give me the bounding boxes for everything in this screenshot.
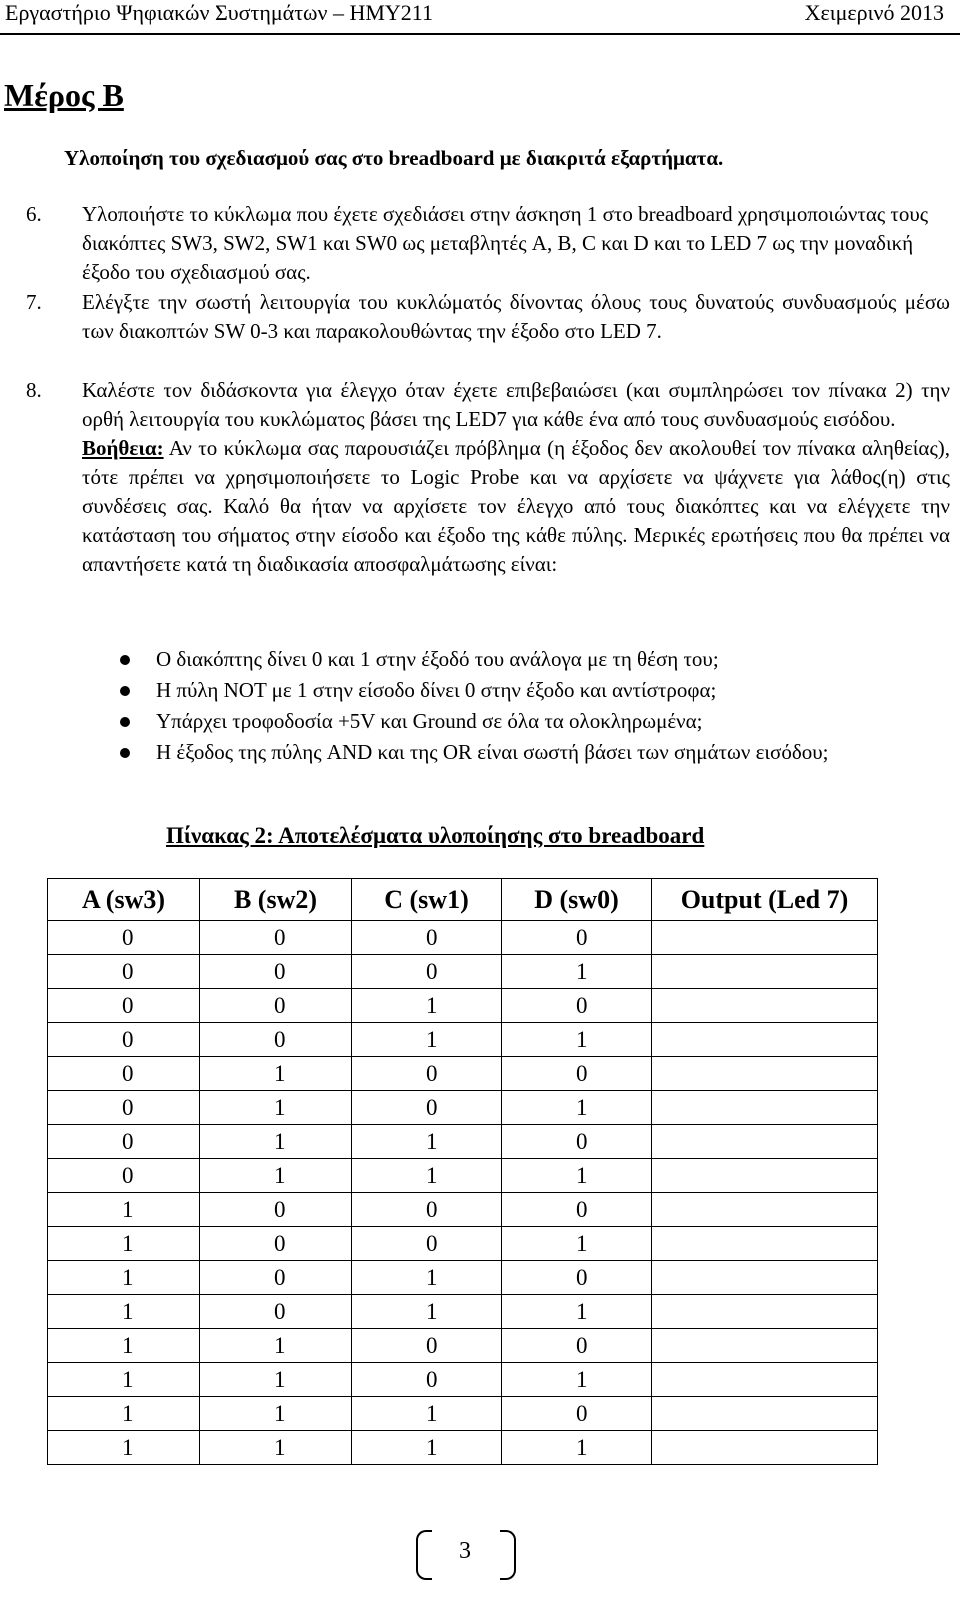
output-cell[interactable] (652, 1397, 878, 1431)
table-cell: 1 (48, 1295, 200, 1329)
item-8-help (82, 434, 950, 579)
table-row (48, 1329, 878, 1363)
table-row (48, 1363, 878, 1397)
header-b-sw2: B (sw2) (200, 879, 352, 921)
table-row (48, 955, 878, 989)
output-cell[interactable] (652, 1261, 878, 1295)
item-number-8: 8. (26, 378, 42, 402)
output-cell[interactable] (652, 1227, 878, 1261)
table-cell: 1 (200, 1431, 352, 1465)
table-cell: 1 (502, 1159, 652, 1193)
table-cell: 0 (352, 1363, 502, 1397)
output-cell[interactable] (652, 1159, 878, 1193)
header-output-led7: Output (Led 7) (652, 879, 878, 921)
output-cell[interactable] (652, 1363, 878, 1397)
table-cell: 1 (48, 1261, 200, 1295)
table-row (48, 1159, 878, 1193)
bullet-icon (120, 686, 130, 696)
table-cell: 1 (200, 1159, 352, 1193)
table-header-row (48, 879, 878, 921)
truth-table (47, 878, 878, 1465)
item-7-text: Ελέγξτε την σωστή λειτουργία του κυκλώματός δίνοντας όλους τους δυνατούς συνδυασμούς μέσω των διακοπτών SW 0-3 και παρακολουθώντας την έξοδο στο LED 7. (82, 290, 950, 343)
truth-table-body (48, 921, 878, 1465)
table-cell: 0 (502, 1329, 652, 1363)
table-cell: 0 (48, 1125, 200, 1159)
output-cell[interactable] (652, 1091, 878, 1125)
table-row (48, 1261, 878, 1295)
table-caption: Πίνακας 2: Αποτελέσματα υλοποίησης στο breadboard (166, 823, 705, 848)
bullet-icon (120, 748, 130, 758)
table-cell: 0 (200, 1023, 352, 1057)
list-item: Η πύλη NOT με 1 στην είσοδο δίνει 0 στην έξοδο και αντίστροφα; (82, 675, 950, 706)
table-cell: 1 (502, 1023, 652, 1057)
table-row (48, 1125, 878, 1159)
header-a-sw3: A (sw3) (48, 879, 200, 921)
header-semester: Χειμερινό 2013 (804, 0, 944, 25)
table-cell: 1 (502, 1431, 652, 1465)
table-cell: 1 (352, 1159, 502, 1193)
table-cell: 0 (352, 921, 502, 955)
table-cell: 0 (200, 955, 352, 989)
table-row (48, 1193, 878, 1227)
item-8 (82, 376, 950, 579)
table-row (48, 1397, 878, 1431)
output-cell[interactable] (652, 1023, 878, 1057)
item-8-text: Καλέστε τον διδάσκοντα για έλεγχο όταν έχετε επιβεβαιώσει (και συμπληρώσει τον πίνακα 2) την ορθή λειτουργία του κυκλώματος βάσει της LED7 για κάθε ένα από τους συνδυασμούς εισόδου. (82, 378, 950, 431)
header-divider (0, 33, 960, 35)
help-text: Αν το κύκλωμα σας παρουσιάζει πρόβλημα (η έξοδος δεν ακολουθεί τον πίνακα αληθείας), τότε πρέπει να χρησιμοποιήσετε το Logic Probe και να αρχίσετε να ψάχνετε για λάθος(η) στις συνδέσεις σας. Καλό θα ήταν να αρχίσετε τον έλεγχο από τους διακόπτες και να ελέγχετε την κατάσταση του σήματος στην είσοδο και έξοδο της κάθε πύλης. Μερικές ερωτήσεις που θα πρέπει να απαντήσετε κατά τη διαδικασία αποσφαλμάτωσης είναι: (82, 436, 950, 576)
table-cell: 0 (502, 1397, 652, 1431)
right-brace-icon (500, 1530, 516, 1580)
table-cell: 1 (200, 1363, 352, 1397)
table-cell: 0 (48, 1091, 200, 1125)
table-cell: 1 (502, 955, 652, 989)
table-cell: 0 (200, 1193, 352, 1227)
table-cell: 0 (352, 1057, 502, 1091)
output-cell[interactable] (652, 1295, 878, 1329)
table-cell: 0 (352, 955, 502, 989)
table-row (48, 1057, 878, 1091)
list-item: Ο διακόπτης δίνει 0 και 1 στην έξοδό του ανάλογα με τη θέση του; (82, 644, 950, 675)
table-row (48, 1295, 878, 1329)
table-cell: 1 (48, 1397, 200, 1431)
table-cell: 0 (200, 989, 352, 1023)
table-row (48, 1227, 878, 1261)
table-cell: 0 (502, 1193, 652, 1227)
item-6 (82, 200, 950, 287)
table-cell: 0 (502, 921, 652, 955)
table-cell: 0 (352, 1227, 502, 1261)
table-cell: 1 (352, 1023, 502, 1057)
output-cell[interactable] (652, 921, 878, 955)
help-label: Βοήθεια: (82, 436, 164, 460)
table-cell: 0 (502, 989, 652, 1023)
table-cell: 1 (48, 1363, 200, 1397)
table-cell: 1 (352, 1261, 502, 1295)
table-cell: 0 (48, 989, 200, 1023)
section-subtitle: Υλοποίηση του σχεδιασμού σας στο breadboard με διακριτά εξαρτήματα. (64, 146, 724, 170)
table-cell: 0 (352, 1329, 502, 1363)
table-row (48, 1023, 878, 1057)
table-row (48, 989, 878, 1023)
output-cell[interactable] (652, 1329, 878, 1363)
table-cell: 1 (352, 1431, 502, 1465)
table-cell: 0 (502, 1261, 652, 1295)
table-cell: 0 (200, 1227, 352, 1261)
table-cell: 1 (48, 1193, 200, 1227)
table-cell: 1 (352, 989, 502, 1023)
section-title: Μέρος Β (4, 77, 124, 113)
table-cell: 1 (200, 1091, 352, 1125)
table-cell: 1 (502, 1295, 652, 1329)
table-row (48, 921, 878, 955)
table-cell: 1 (48, 1227, 200, 1261)
table-cell: 0 (48, 1057, 200, 1091)
output-cell[interactable] (652, 989, 878, 1023)
table-cell: 1 (502, 1227, 652, 1261)
output-cell[interactable] (652, 1125, 878, 1159)
page-footer (0, 1526, 960, 1586)
bullet-icon (120, 717, 130, 727)
debug-questions-list (82, 644, 950, 768)
table-cell: 1 (502, 1091, 652, 1125)
header-c-sw1: C (sw1) (352, 879, 502, 921)
header-course-title: Εργαστήριο Ψηφιακών Συστημάτων – ΗΜΥ211 (5, 0, 433, 25)
item-number-6: 6. (26, 202, 42, 226)
table-cell: 0 (48, 1023, 200, 1057)
table-cell: 1 (200, 1397, 352, 1431)
table-cell: 1 (48, 1431, 200, 1465)
table-cell: 1 (48, 1329, 200, 1363)
table-cell: 1 (200, 1125, 352, 1159)
list-item: Η έξοδος της πύλης AND και της OR είναι σωστή βάσει των σημάτων εισόδου; (82, 737, 950, 768)
table-cell: 0 (200, 1261, 352, 1295)
table-cell: 0 (502, 1057, 652, 1091)
table-cell: 0 (352, 1091, 502, 1125)
table-row (48, 1431, 878, 1465)
output-cell[interactable] (652, 1431, 878, 1465)
bullet-icon (120, 655, 130, 665)
table-cell: 1 (200, 1057, 352, 1091)
output-cell[interactable] (652, 1057, 878, 1091)
table-cell: 0 (48, 1159, 200, 1193)
output-cell[interactable] (652, 955, 878, 989)
header-d-sw0: D (sw0) (502, 879, 652, 921)
table-cell: 1 (352, 1397, 502, 1431)
table-cell: 1 (352, 1295, 502, 1329)
page-number: 3 (459, 1538, 471, 1564)
table-cell: 1 (352, 1125, 502, 1159)
table-cell: 0 (200, 1295, 352, 1329)
table-cell: 0 (502, 1125, 652, 1159)
list-item: Υπάρχει τροφοδοσία +5V και Ground σε όλα τα ολοκληρωμένα; (82, 706, 950, 737)
table-cell: 1 (502, 1363, 652, 1397)
item-6-text: Υλοποιήστε το κύκλωμα που έχετε σχεδιάσει στην άσκηση 1 στο breadboard χρησιμοποιώντας τους διακόπτες SW3, SW2, SW1 και SW0 ως μεταβλητές A, B, C και D και το LED 7 ως την μοναδική έξοδο του σχεδιασμού σας. (82, 202, 929, 284)
output-cell[interactable] (652, 1193, 878, 1227)
table-cell: 0 (48, 955, 200, 989)
item-7 (82, 288, 950, 346)
table-cell: 1 (200, 1329, 352, 1363)
table-cell: 0 (200, 921, 352, 955)
table-row (48, 1091, 878, 1125)
item-number-7: 7. (26, 290, 42, 314)
table-cell: 0 (48, 921, 200, 955)
table-cell: 0 (352, 1193, 502, 1227)
